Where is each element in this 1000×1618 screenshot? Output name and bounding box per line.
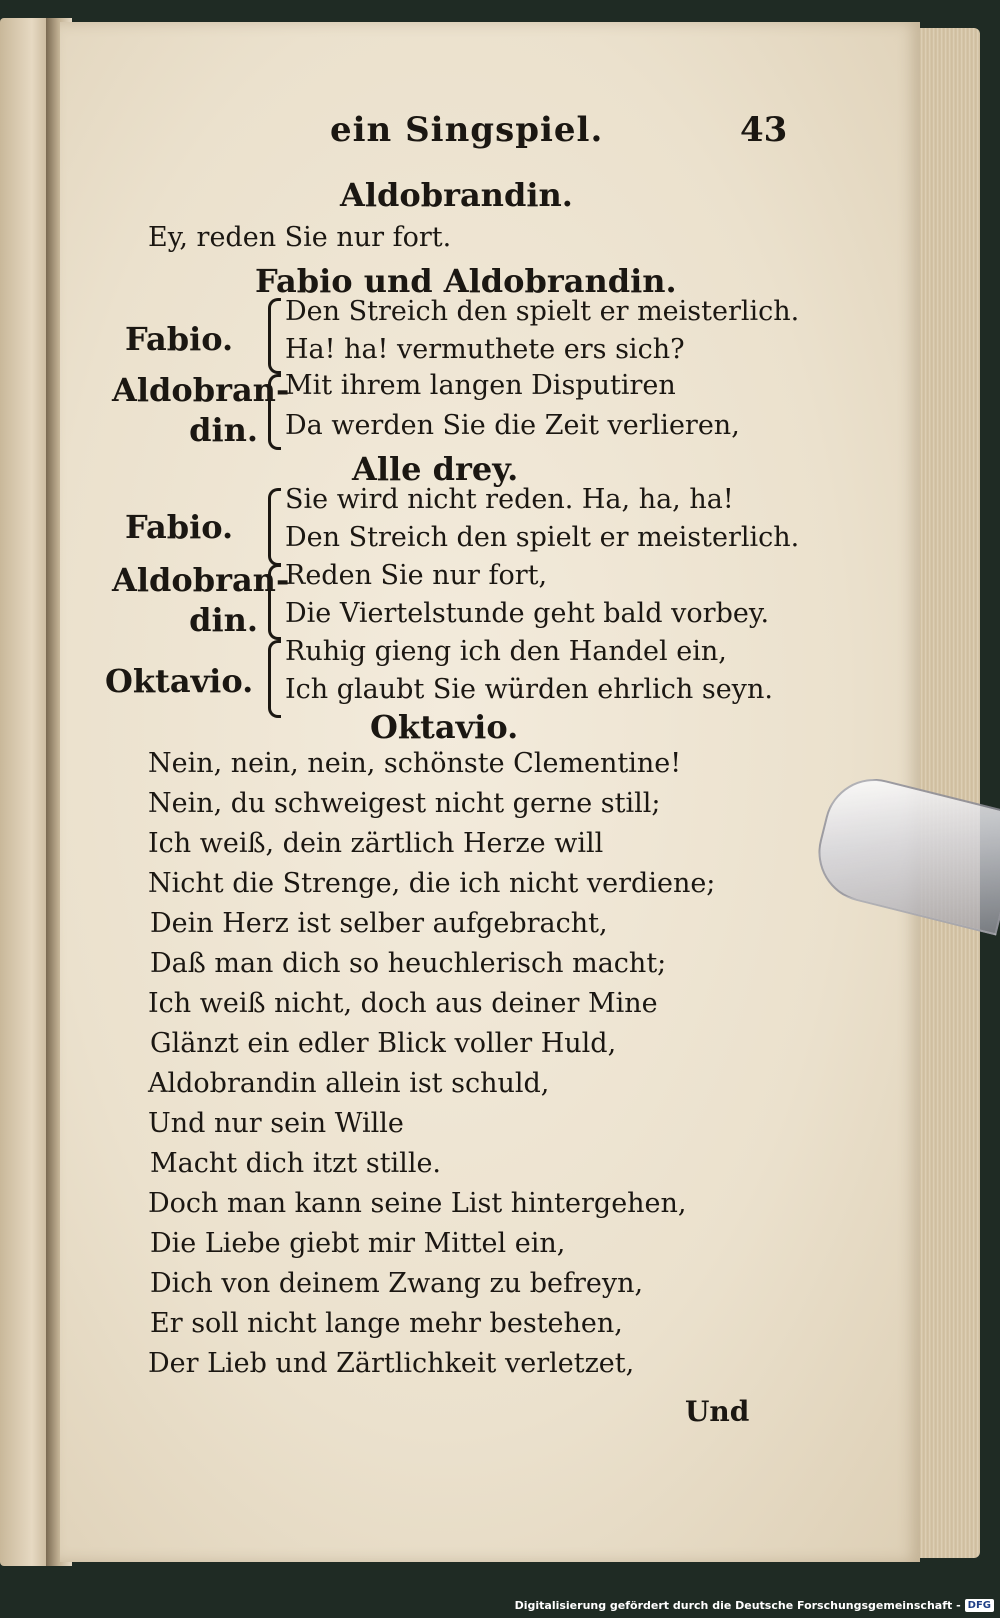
verse-line: Sie wird nicht reden. Ha, ha, ha! — [285, 484, 734, 515]
verse-line: Daß man dich so heuchlerisch macht; — [150, 948, 667, 979]
speaker-label: Fabio. — [125, 508, 234, 546]
brace — [268, 640, 281, 718]
verse-line: Mit ihrem langen Disputiren — [285, 370, 676, 401]
verse-line: Reden Sie nur fort, — [285, 560, 548, 591]
speaker-heading: Alle drey. — [352, 450, 519, 488]
verse-line: Dich von deinem Zwang zu befreyn, — [150, 1268, 644, 1299]
verse-line: Nicht die Strenge, die ich nicht verdiene; — [148, 868, 716, 899]
verse-line: Den Streich den spielt er meisterlich. — [285, 522, 800, 553]
verse-line: Ey, reden Sie nur fort. — [148, 222, 452, 253]
credit-text: Digitalisierung gefördert durch die Deutsche Forschungsgemeinschaft - — [514, 1599, 961, 1612]
verse-line: Ich glaubt Sie würden ehrlich seyn. — [285, 674, 773, 705]
verse-line: Doch man kann seine List hintergehen, — [148, 1188, 687, 1219]
brace — [268, 298, 281, 374]
speaker-heading: Oktavio. — [370, 708, 519, 746]
page-number: 43 — [740, 110, 788, 150]
verse-line: Und nur sein Wille — [148, 1108, 404, 1139]
verse-line: Glänzt ein edler Blick voller Huld, — [150, 1028, 617, 1059]
speaker-label: Oktavio. — [105, 662, 254, 700]
verse-line: Die Viertelstunde geht bald vorbey. — [285, 598, 770, 629]
verse-line: Der Lieb und Zärtlichkeit verletzet, — [148, 1348, 635, 1379]
speaker-heading: Aldobrandin. — [340, 176, 573, 214]
verse-line: Ich weiß, dein zärtlich Herze will — [148, 828, 604, 859]
verse-line: Ich weiß nicht, doch aus deiner Mine — [148, 988, 658, 1019]
verse-line: Ruhig gieng ich den Handel ein, — [285, 636, 727, 667]
verse-line: Nein, nein, nein, schönste Clementine! — [148, 748, 682, 779]
digitization-credit — [515, 1599, 994, 1612]
running-title: ein Singspiel. — [330, 110, 604, 150]
verse-line: Die Liebe giebt mir Mittel ein, — [150, 1228, 566, 1259]
verse-line: Ha! ha! vermuthete ers sich? — [285, 334, 685, 365]
speaker-label: Aldobran- din. — [112, 371, 290, 449]
speaker-label: Aldobran- din. — [112, 561, 290, 639]
verse-line: Nein, du schweigest nicht gerne still; — [148, 788, 661, 819]
verse-line: Den Streich den spielt er meisterlich. — [285, 296, 800, 327]
verse-line: Da werden Sie die Zeit verlieren, — [285, 410, 740, 441]
brace — [268, 374, 281, 450]
brace — [268, 564, 281, 640]
speaker-label: Fabio. — [125, 320, 234, 358]
catchword: Und — [685, 1395, 750, 1428]
verse-line: Er soll nicht lange mehr bestehen, — [150, 1308, 623, 1339]
verse-line: Aldobrandin allein ist schuld, — [148, 1068, 550, 1099]
verse-line: Dein Herz ist selber aufgebracht, — [150, 908, 608, 939]
brace — [268, 488, 281, 566]
verse-line: Macht dich itzt stille. — [150, 1148, 442, 1179]
dfg-logo: DFG — [965, 1599, 994, 1612]
speaker-heading: Fabio und Aldobrandin. — [255, 262, 677, 300]
